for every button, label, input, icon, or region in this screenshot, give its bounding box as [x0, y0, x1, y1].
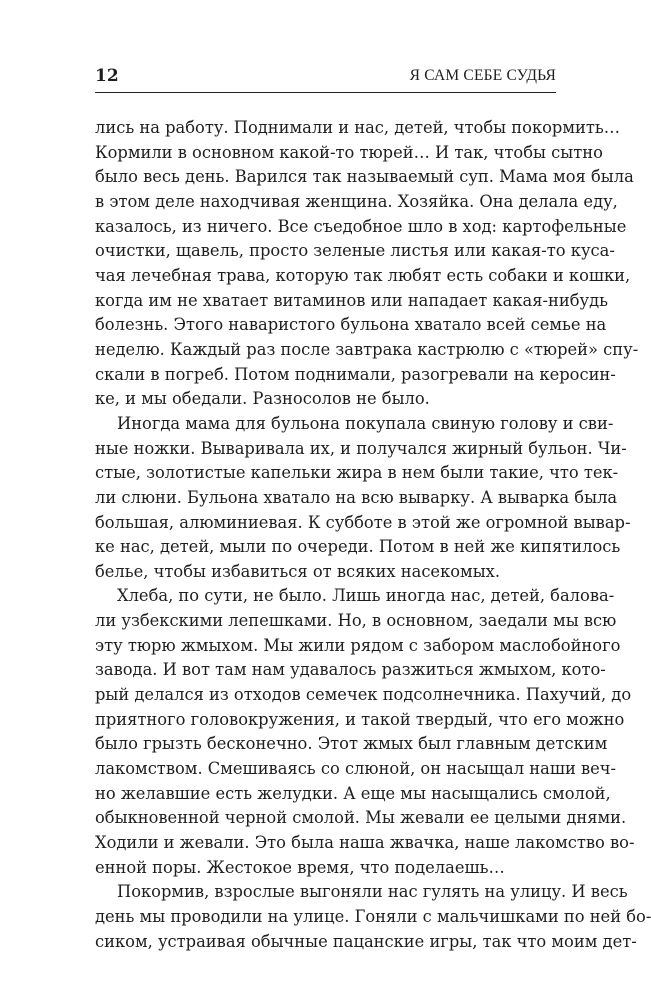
text-line: рый делался из отходов семечек подсолнечника. Пахучий, до — [95, 685, 632, 705]
text-line: было весь день. Варился так называемый суп. Мама моя была — [95, 167, 634, 187]
text-line: скали в погреб. Потом поднимали, разогревали на керосин- — [95, 364, 616, 384]
text-line: было грызть бесконечно. Этот жмых был главным детским — [95, 734, 608, 754]
text-line: в этом деле находчивая женщина. Хозяйка. Она делала еду, — [95, 191, 618, 211]
text-line: Ходили и жевали. Это была наша жвачка, наше лакомство во- — [95, 833, 635, 853]
text-line: приятного головокружения, и такой твердый, что его можно — [95, 709, 625, 729]
text-line: обыкновенной черной смолой. Мы жевали ее целыми днями. — [95, 808, 627, 828]
text-line: казалось, из ничего. Все съедобное шло в ход: картофельные — [95, 216, 627, 236]
running-header — [95, 64, 556, 93]
text-line: лись на работу. Поднимали и нас, детей, чтобы покормить… — [95, 118, 621, 137]
paragraph — [95, 584, 635, 880]
running-title: Я САМ СЕБЕ СУДЬЯ — [409, 67, 556, 84]
text-line: эту тюрю жмыхом. Мы жили рядом с забором маслобойного — [95, 635, 621, 655]
text-line: енной поры. Жестокое время, что поделаешь… — [95, 857, 505, 877]
text-line: очистки, щавель, просто зеленые листья или какая-то куса- — [95, 241, 615, 261]
text-line: Хлеба, по сути, не было. Лишь иногда нас, детей, балова- — [117, 586, 615, 606]
text-line: ли слюни. Бульона хватало на всю выварку. А выварка была — [95, 487, 618, 507]
text-line: Кормили в основном какой-то тюрей… И так, чтобы сытно — [95, 142, 603, 162]
text-line: чая лечебная трава, которую так любят есть собаки и кошки, — [95, 265, 631, 285]
text-line: но желавшие есть желудки. А еще мы насыщались смолой, — [95, 783, 611, 803]
text-line: лакомством. Смешиваясь со слюной, он насыщал наши веч- — [95, 759, 617, 779]
paragraph — [95, 116, 639, 412]
text-line: болезнь. Этого наваристого бульона хватало всей семье на — [95, 315, 607, 335]
text-line: когда им не хватает витаминов или нападает какая-нибудь — [95, 290, 608, 310]
text-line: неделю. Каждый раз после завтрака кастрюлю с «тюрей» спу- — [95, 339, 639, 359]
text-line: большая, алюминиевая. К субботе в этой же огромной вывар- — [95, 512, 631, 532]
text-line: ли узбекскими лепешками. Но, в основном, заедали мы всю — [95, 611, 617, 631]
text-line: белье, чтобы избавиться от всяких насекомых. — [95, 561, 501, 581]
text-line: ные ножки. Вываривала их, и получался жирный бульон. Чи- — [95, 438, 627, 458]
text-line: ке, и мы обедали. Разносолов не было. — [95, 389, 430, 409]
text-line: Иногда мама для бульона покупала свиную голову и сви- — [117, 413, 614, 433]
text-line: Покормив, взрослые выгоняли нас гулять на улицу. И весь — [117, 882, 628, 902]
paragraph — [95, 412, 631, 585]
text-line: день мы проводили на улице. Гоняли с мальчишками по ней бо- — [95, 907, 651, 926]
text-line: стые, золотистые капельки жира в нем были такие, что тек- — [95, 463, 619, 483]
text-line: ке нас, детей, мыли по очереди. Потом в ней же кипятилось — [95, 537, 621, 557]
text-line: завода. И вот там нам удавалось разжиться жмыхом, кото- — [95, 660, 606, 680]
text-line: сиком, устраивая обычные пацанские игры, так что моим дет- — [95, 931, 637, 951]
paragraph — [95, 880, 651, 954]
page-number: 12 — [95, 66, 119, 86]
body-text — [95, 116, 651, 954]
